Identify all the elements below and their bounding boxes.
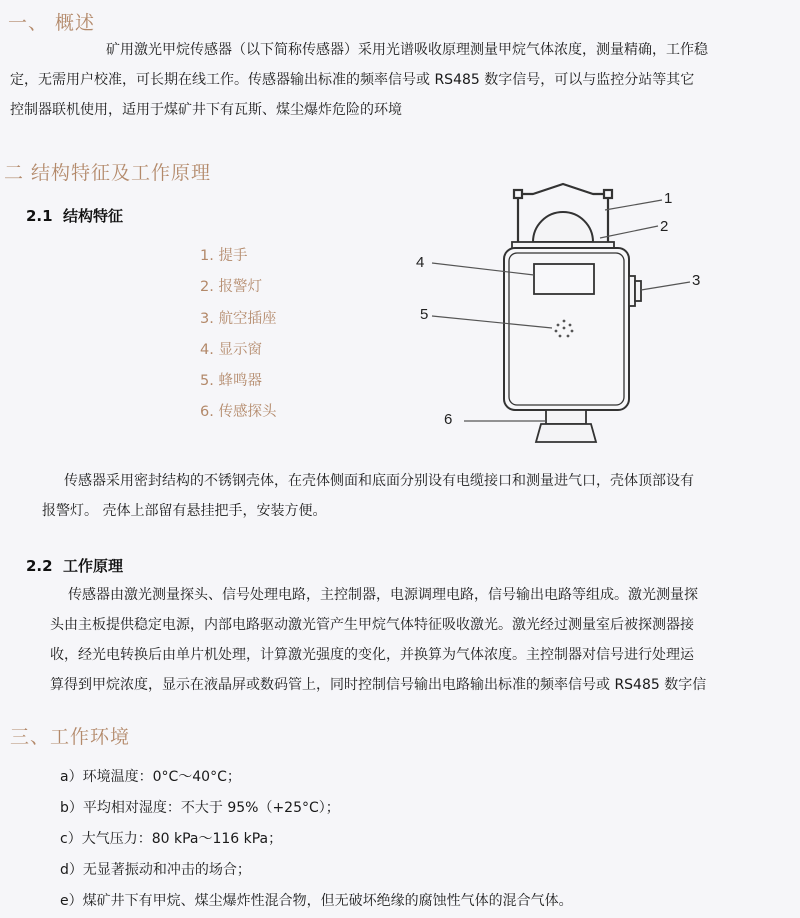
callout-4: 4: [416, 254, 425, 271]
sensor-diagram: [400, 180, 730, 450]
structure-description: [42, 466, 694, 526]
section-1-title: 一、 概述: [8, 12, 96, 34]
callout-1: 1: [664, 190, 673, 207]
component-item: 3. 航空插座: [200, 311, 277, 327]
environment-item: a）环境温度：0°C～40°C；: [60, 769, 241, 785]
aviation-socket: [629, 276, 641, 306]
subsection-2-1-title: [26, 205, 123, 226]
paragraph-line: 收，经光电转换后由单片机处理，计算激光强度的变化，并换算为气体浓度。主控制器对信号进行处理运: [50, 647, 694, 663]
paragraph-line: 报警灯。 壳体上部留有悬挂把手，安装方便。: [42, 503, 327, 519]
paragraph-line: 控制器联机使用，适用于煤矿井下有瓦斯、煤尘爆炸危险的环境: [10, 102, 402, 118]
subsection-number: 2.1: [26, 207, 53, 225]
paragraph-line: 定，无需用户校准，可长期在线工作。传感器输出标准的频率信号或 RS485 数字信号，可以与监控分站等其它: [10, 72, 695, 88]
component-item: 5. 蜂鸣器: [200, 373, 262, 389]
sensor-probe: [536, 410, 596, 442]
section-2-title: 二 结构特征及工作原理: [4, 162, 212, 184]
section-1-paragraph: [10, 35, 708, 125]
callout-5: 5: [420, 306, 429, 323]
section-3-title: 三、工作环境: [10, 726, 131, 748]
component-item: 4. 显示窗: [200, 342, 262, 358]
environment-item: e）煤矿井下有甲烷、煤尘爆炸性混合物，但无破坏绝缘的腐蚀性气体的混合气体。: [60, 893, 573, 909]
subsection-2-2-title: [26, 555, 123, 576]
environment-item: c）大气压力：80 kPa～116 kPa；: [60, 831, 283, 847]
callout-3: 3: [692, 272, 701, 289]
subsection-label: 工作原理: [63, 557, 124, 575]
subsection-label: 结构特征: [63, 207, 124, 225]
display-window: [534, 264, 594, 294]
principle-paragraph: [50, 580, 706, 700]
subsection-number: 2.2: [26, 557, 53, 575]
component-item: 6. 传感探头: [200, 404, 277, 420]
paragraph-line: 传感器由激光测量探头、信号处理电路，主控制器，电源调理电路，信号输出电路等组成。激光测量探: [68, 587, 698, 603]
paragraph-line: 矿用激光甲烷传感器（以下简称传感器）采用光谱吸收原理测量甲烷气体浓度，测量精确，工作稳: [106, 42, 708, 58]
component-item: 2. 报警灯: [200, 279, 262, 295]
environment-item: b）平均相对湿度：不大于 95%（+25°C）；: [60, 800, 340, 816]
paragraph-line: 传感器采用密封结构的不锈钢壳体，在壳体侧面和底面分别设有电缆接口和测量进气口，壳体顶部设有: [64, 473, 694, 489]
paragraph-line: 头由主板提供稳定电源，内部电路驱动激光管产生甲烷气体特征吸收激光。激光经过测量室后被探测器接: [50, 617, 694, 633]
environment-item: d）无显著振动和冲击的场合；: [60, 862, 251, 878]
callout-2: 2: [660, 218, 669, 235]
component-item: 1. 提手: [200, 248, 248, 264]
callout-6: 6: [444, 411, 453, 428]
alarm-lamp: [533, 212, 593, 242]
paragraph-line: 算得到甲烷浓度，显示在液晶屏或数码管上，同时控制信号输出电路输出标准的频率信号或 RS485 数字信: [50, 677, 707, 693]
